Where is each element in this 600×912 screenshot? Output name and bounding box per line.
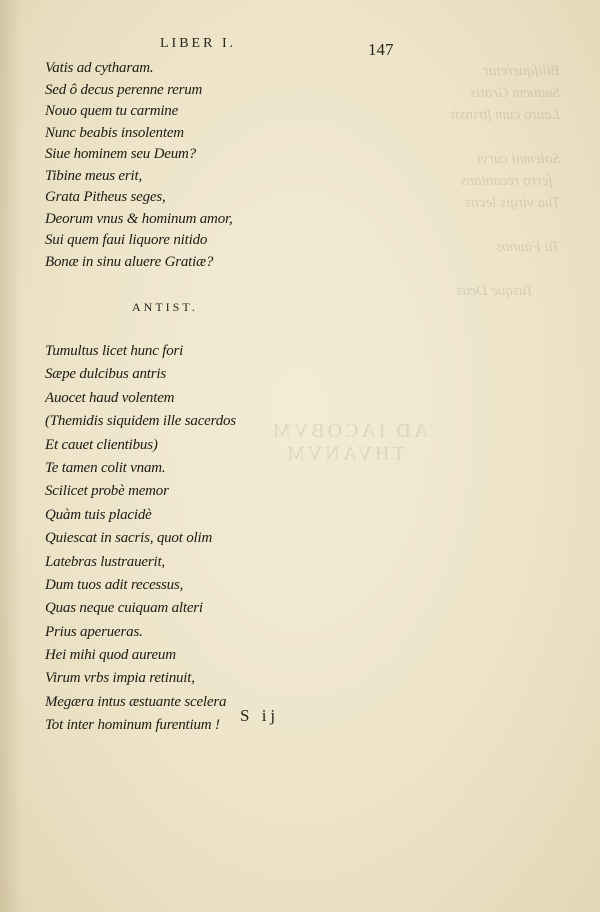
verse-line: Sæpe dulcibus antris — [45, 366, 167, 383]
verse-line: Auocet haud volentem — [45, 389, 175, 406]
running-head: LIBER I. — [160, 36, 237, 51]
show-through-text: Biliſqueretur Suauem Gratis Lauro cum ſtrinxit Solemni curvi ferro recantans Tua virgis lectis Tu Faunos Tusque Deus — [450, 63, 560, 299]
verse-line: Te tamen colit vnam. — [45, 459, 166, 476]
verse-line: Sed ô decus perenne rerum — [45, 81, 203, 98]
verse-line: Quàm tuis placidè — [45, 506, 152, 523]
signature-mark: S ij — [240, 706, 280, 725]
verse-line: Tot inter hominum furentium ! — [45, 717, 220, 734]
verse-line: Megæra intus æstuante scelera — [45, 693, 227, 710]
verse-line: Grata Pitheus seges, — [45, 189, 166, 205]
verse-line: Sui quem faui liquore nitido — [45, 232, 208, 248]
verse-line: Scilicet probè memor — [45, 483, 169, 500]
verse-line: Hei mihi quod aureum — [45, 647, 176, 664]
verse-line: Nouo quem tu carmine — [45, 103, 179, 119]
verse-line: Et cauet clientibus) — [45, 436, 158, 453]
verse-line: (Themidis siquidem ille sacerdos — [45, 413, 236, 430]
verse-line: Vatis ad cytharam. — [45, 60, 154, 76]
verse-line: Quas neque cuiquam alteri — [45, 600, 203, 617]
verse-line: Bonæ in sinu aluere Gratiæ? — [45, 253, 214, 270]
verse-line: Virum vrbs impia retinuit, — [45, 670, 195, 687]
verse-line: Tibine meus erit, — [45, 167, 143, 184]
gutter-shadow — [0, 0, 22, 912]
verse-line: Nunc beabis insolentem — [45, 124, 184, 141]
verse-line: Dum tuos adit recessus, — [45, 576, 184, 593]
verse-line: Tumultus licet hunc fori — [45, 343, 184, 359]
verse-line: Siue hominem seu Deum? — [45, 146, 196, 162]
verse-line: Latebras lustrauerit, — [45, 553, 165, 570]
verse-line: Quiescat in sacris, quot olim — [45, 530, 213, 547]
verse-line: Prius aperueras. — [45, 623, 143, 640]
strophe-stanza — [45, 58, 233, 273]
antistrophe-stanza — [45, 340, 236, 738]
show-through-heading: AD IACOBVM THVANVM — [270, 420, 429, 465]
page-number: 147 — [368, 40, 394, 59]
verse-line: Deorum vnus & hominum amor, — [45, 210, 233, 227]
section-heading: ANTIST. — [132, 300, 198, 314]
